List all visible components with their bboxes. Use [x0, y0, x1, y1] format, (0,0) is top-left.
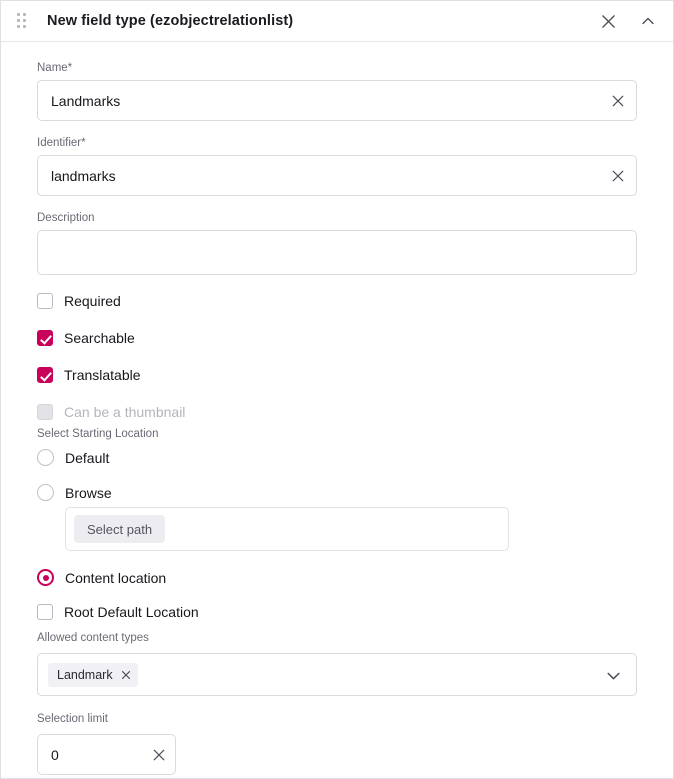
- checkbox-can-be-thumbnail-label: Can be a thumbnail: [64, 404, 186, 420]
- checkbox-searchable[interactable]: [37, 330, 637, 346]
- header-actions: [597, 10, 659, 32]
- checkbox-translatable[interactable]: [37, 367, 637, 383]
- content-type-tag-label: Landmark: [57, 667, 113, 682]
- checkbox-can-be-thumbnail-box: [37, 404, 53, 420]
- selection-limit-wrap: [37, 734, 176, 775]
- selection-limit-label: Selection limit: [37, 713, 108, 725]
- panel-body: [1, 42, 673, 775]
- name-label: Name*: [37, 62, 73, 74]
- selection-limit-clear-icon[interactable]: [152, 734, 166, 775]
- radio-content-location-dot: [37, 569, 54, 586]
- description-label: Description: [37, 212, 95, 224]
- select-path-button[interactable]: Select path: [74, 515, 165, 543]
- radio-default-dot: [37, 449, 54, 466]
- checkbox-required-box: [37, 293, 53, 309]
- identifier-input[interactable]: [37, 155, 637, 196]
- radio-default[interactable]: [37, 449, 637, 466]
- close-icon[interactable]: [597, 10, 619, 32]
- chevron-down-icon[interactable]: [605, 654, 622, 697]
- content-type-tag-remove-icon[interactable]: [121, 670, 131, 680]
- name-input[interactable]: [37, 80, 637, 121]
- description-textarea[interactable]: [37, 230, 637, 275]
- radio-browse-label: Browse: [65, 484, 112, 501]
- checkbox-can-be-thumbnail: [37, 404, 637, 420]
- identifier-field-wrap: [37, 155, 637, 196]
- starting-location-label: Select Starting Location: [37, 428, 159, 440]
- checkbox-translatable-label: Translatable: [64, 367, 141, 383]
- select-path-box: [65, 507, 509, 551]
- checkbox-translatable-box: [37, 367, 53, 383]
- checkbox-root-default-location-box: [37, 604, 53, 620]
- checkbox-root-default-location-label: Root Default Location: [64, 604, 199, 620]
- radio-browse-dot: [37, 484, 54, 501]
- checkbox-searchable-label: Searchable: [64, 330, 135, 346]
- drag-handle-icon[interactable]: [17, 13, 33, 29]
- checkbox-required-label: Required: [64, 293, 121, 309]
- checkbox-searchable-box: [37, 330, 53, 346]
- page-title: New field type (ezobjectrelationlist): [47, 13, 294, 29]
- identifier-label: Identifier*: [37, 137, 86, 149]
- panel-header: [1, 1, 673, 42]
- checkbox-required[interactable]: [37, 293, 637, 309]
- name-clear-icon[interactable]: [611, 80, 625, 121]
- content-type-tag: [48, 663, 138, 687]
- allowed-content-types-select[interactable]: [37, 653, 637, 696]
- allowed-content-types-label: Allowed content types: [37, 632, 149, 644]
- name-field-wrap: [37, 80, 637, 121]
- radio-browse[interactable]: [37, 484, 637, 501]
- identifier-clear-icon[interactable]: [611, 155, 625, 196]
- radio-default-label: Default: [65, 449, 110, 466]
- radio-content-location[interactable]: [37, 569, 637, 586]
- checkbox-root-default-location[interactable]: [37, 604, 637, 620]
- radio-content-location-label: Content location: [65, 569, 167, 586]
- chevron-up-icon[interactable]: [637, 10, 659, 32]
